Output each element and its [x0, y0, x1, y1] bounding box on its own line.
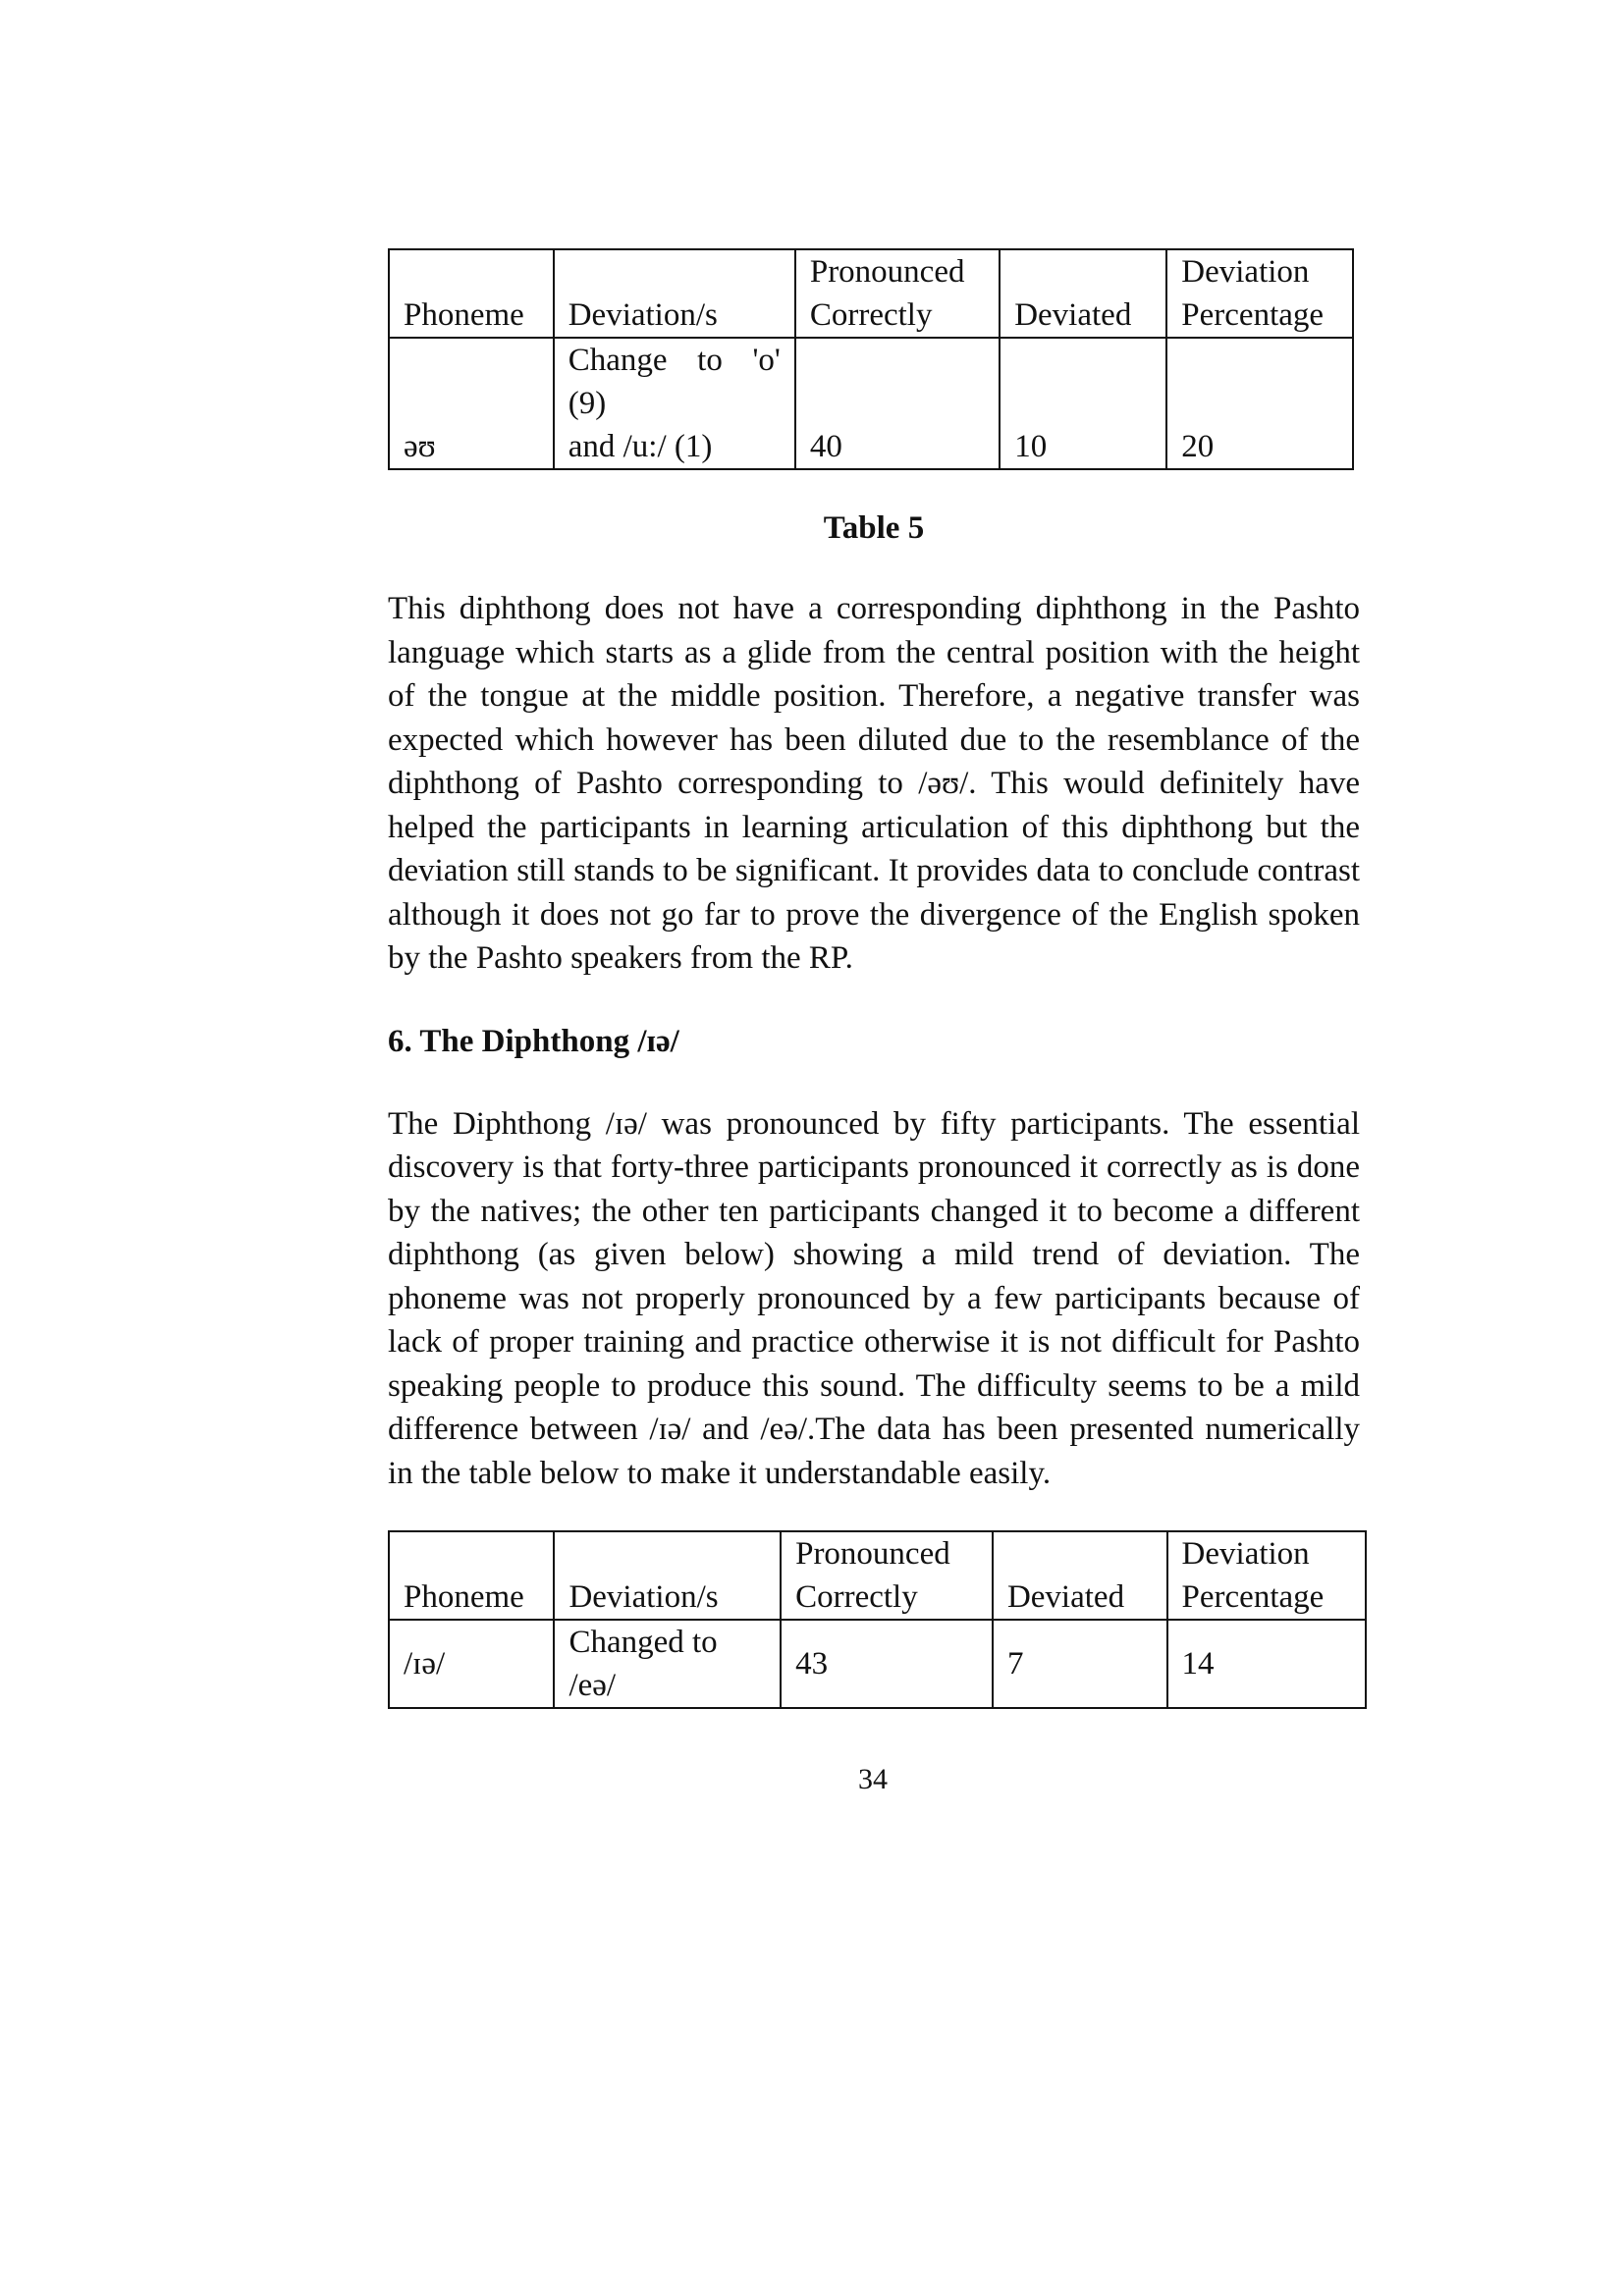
cell-deviated: 10 — [1000, 338, 1166, 469]
header-pronounced-correctly — [781, 1531, 993, 1620]
table-row — [389, 338, 1353, 469]
header-deviation-percentage — [1167, 1531, 1366, 1620]
cell-deviation-percentage: 14 — [1167, 1620, 1366, 1708]
header-percentage-line2: Percentage — [1181, 1579, 1325, 1615]
header-deviated: Deviated — [993, 1531, 1167, 1620]
cell-deviation-line1: Change to 'o' (9) — [568, 343, 781, 421]
cell-pronounced-correctly: 40 — [795, 338, 1000, 469]
body-paragraph: This diphthong does not have a corresponding diphthong in the Pashto language which starts as a glide from the central position with the height of the tongue at the middle position. Therefore, a negative transfer was expected which however has been diluted due to the resemblance of the diphthong of Pashto corresponding to /əʊ/. This would definitely have helped the participants in learning articulation of this diphthong but the deviation still stands to be significant. It provides data to conclude contrast although it does not go far to prove the divergence of the English spoken by the Pashto speakers from the RP. — [388, 591, 1360, 976]
table-caption: Table 5 — [823, 510, 925, 546]
cell-deviations — [554, 338, 795, 469]
table-diphthong-ie — [388, 1530, 1367, 1709]
header-phoneme: Phoneme — [389, 1531, 554, 1620]
cell-deviation-percentage: 20 — [1166, 338, 1353, 469]
header-pronounced-line2: Correctly — [795, 1579, 918, 1615]
header-phoneme: Phoneme — [389, 249, 554, 338]
header-deviation-percentage — [1166, 249, 1353, 338]
header-deviations: Deviation/s — [554, 1531, 781, 1620]
header-deviated: Deviated — [1000, 249, 1166, 338]
table-header-row — [389, 1531, 1366, 1620]
page-content — [388, 248, 1360, 1709]
table-header-row — [389, 249, 1353, 338]
cell-phoneme: əʊ — [389, 338, 554, 469]
header-pronounced-line2: Correctly — [809, 297, 933, 333]
table-row — [389, 1620, 1366, 1708]
cell-phoneme: /ɪə/ — [389, 1620, 554, 1708]
header-percentage-line1: Deviation — [1181, 1536, 1310, 1572]
header-pronounced-line1: Pronounced — [795, 1536, 950, 1572]
cell-deviated: 7 — [993, 1620, 1167, 1708]
header-deviations: Deviation/s — [554, 249, 795, 338]
header-pronounced-correctly — [795, 249, 1000, 338]
header-percentage-line1: Deviation — [1181, 254, 1310, 290]
table-diphthong-eu — [388, 248, 1354, 470]
header-pronounced-line1: Pronounced — [809, 254, 965, 290]
page-number: 34 — [858, 1763, 888, 1795]
section-heading: 6. The Diphthong /ɪə/ — [388, 1023, 679, 1059]
header-percentage-line2: Percentage — [1181, 297, 1325, 333]
cell-deviations: Changed to /eə/ — [554, 1620, 781, 1708]
body-paragraph: The Diphthong /ɪə/ was pronounced by fifty participants. The essential discovery is that forty-three participants pronounced it correctly as is done by the natives; the other ten participants changed it to become a different diphthong (as given below) showing a mild trend of deviation. The phoneme was not properly pronounced by a few participants because of lack of proper training and practice otherwise it is not difficult for Pashto speaking people to produce this sound. The difficulty seems to be a mild difference between /ɪə/ and /eə/.The data has been presented numerically in the table below to make it understandable easily. — [388, 1105, 1360, 1491]
cell-pronounced-correctly: 43 — [781, 1620, 993, 1708]
cell-deviation-line2: and /u:/ (1) — [568, 429, 713, 464]
